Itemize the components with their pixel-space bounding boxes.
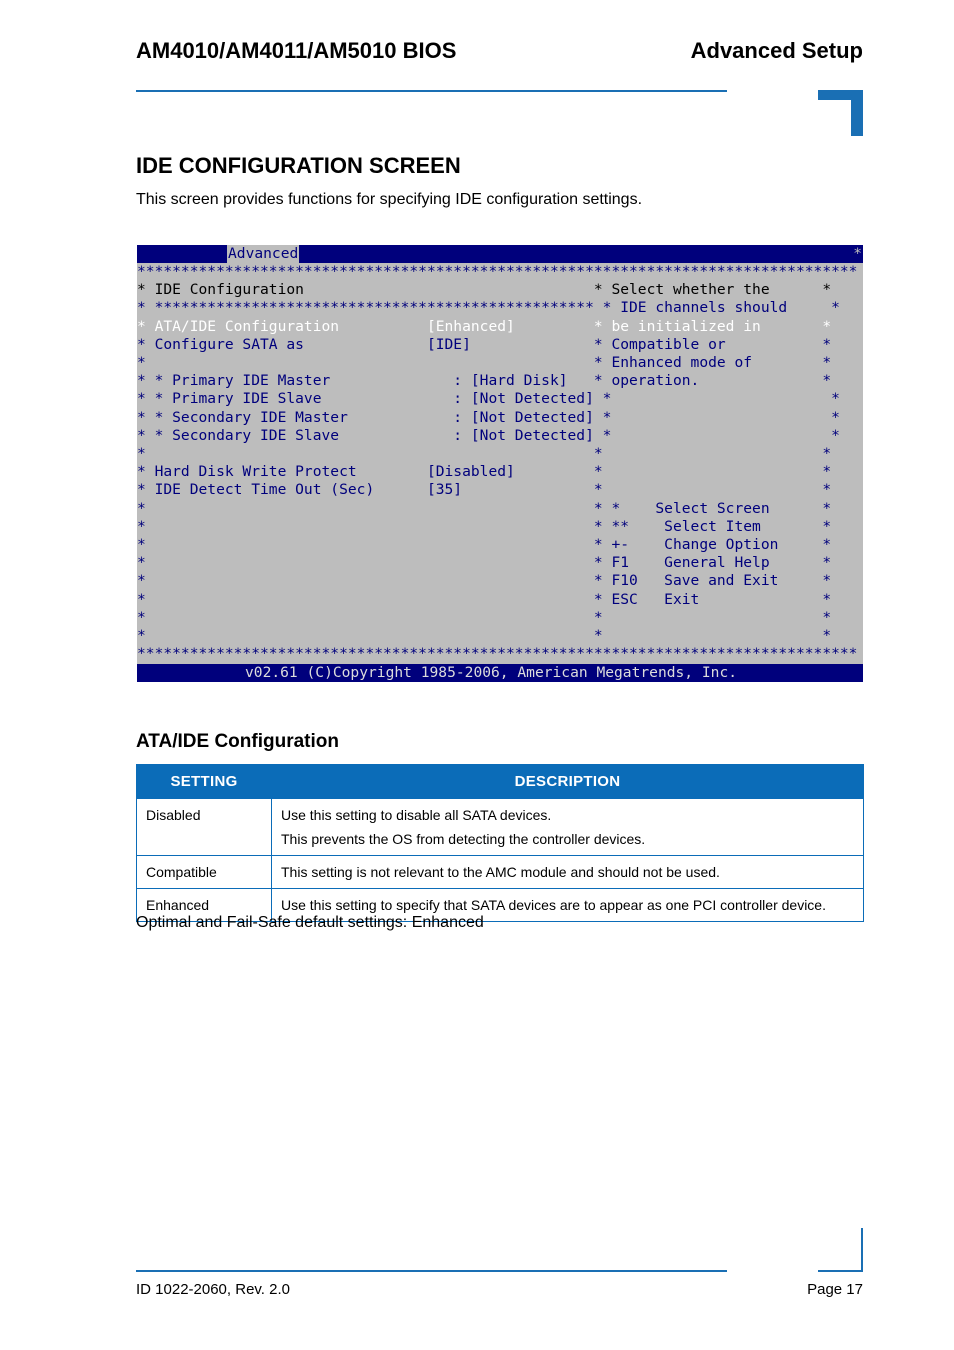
description-cell: This setting is not relevant to the AMC module and should not be used. bbox=[272, 856, 864, 889]
bios-line: * * Primary IDE Master : [Hard Disk] * operation. * bbox=[137, 372, 832, 390]
corner-mark-top-vertical bbox=[851, 90, 863, 136]
bios-line: * * F10 Save and Exit * bbox=[137, 572, 832, 590]
document-title: AM4010/AM4011/AM5010 BIOS bbox=[136, 38, 457, 63]
page-number: Page 17 bbox=[807, 1281, 863, 1298]
bios-line: * Configure SATA as [IDE] * Compatible or * bbox=[137, 335, 832, 353]
bios-line: * ATA/IDE Configuration [Enhanced] * be initialized in * bbox=[137, 317, 832, 335]
description-line: This prevents the OS from detecting the controller devices. bbox=[281, 831, 646, 847]
bios-line: * * Secondary IDE Slave : [Not Detected] * * bbox=[137, 426, 840, 444]
bios-copyright: v02.61 (C)Copyright 1985-2006, American Megatrends, Inc. bbox=[245, 664, 738, 681]
document-id: ID 1022-2060, Rev. 2.0 bbox=[136, 1281, 290, 1298]
table-header-row bbox=[137, 765, 864, 799]
bios-line: * * Primary IDE Slave : [Not Detected] * * bbox=[137, 390, 840, 408]
setting-cell: Compatible bbox=[137, 856, 272, 889]
bios-line: * * * Select Screen * bbox=[137, 499, 832, 517]
bios-line: * IDE Configuration * Select whether the * bbox=[137, 281, 832, 299]
chapter-title: Advanced Setup bbox=[690, 38, 863, 63]
section-title: IDE CONFIGURATION SCREEN bbox=[136, 153, 461, 178]
bios-screenshot bbox=[137, 245, 863, 682]
bios-line: ********************************************************************************** bbox=[137, 645, 858, 663]
bios-line: * ************************************************** * IDE channels should * bbox=[137, 299, 840, 317]
bios-menu-bar bbox=[137, 245, 863, 263]
settings-table bbox=[136, 764, 864, 922]
bios-line: * * * bbox=[137, 627, 832, 644]
bios-line: ********************************************************************************** bbox=[137, 263, 858, 280]
section-intro: This screen provides functions for specifying IDE configuration settings. bbox=[136, 191, 643, 208]
setting-cell: Disabled bbox=[137, 799, 272, 856]
bios-line: * * ESC Exit * bbox=[137, 590, 832, 608]
subsection-title: ATA/IDE Configuration bbox=[136, 731, 339, 752]
bios-line: * * ** Select Item * bbox=[137, 517, 832, 535]
bios-tab-advanced[interactable]: Advanced bbox=[228, 245, 299, 262]
table-row bbox=[137, 856, 864, 889]
bios-top-star: * bbox=[853, 245, 862, 262]
bios-line: * * Secondary IDE Master : [Not Detected] * * bbox=[137, 408, 840, 426]
table-row bbox=[137, 799, 864, 856]
header-rule bbox=[136, 90, 727, 92]
description-line: Use this setting to disable all SATA devices. bbox=[281, 807, 552, 823]
bios-line: * IDE Detect Time Out (Sec) [35] * * bbox=[137, 481, 832, 499]
bios-line: * * * bbox=[137, 608, 832, 626]
footer-rule bbox=[136, 1270, 727, 1272]
corner-mark-bottom bbox=[861, 1228, 863, 1272]
setting-cell: Enhanced bbox=[137, 889, 272, 922]
column-header-description: DESCRIPTION bbox=[272, 765, 864, 799]
description-cell bbox=[272, 799, 864, 856]
bios-status-bar bbox=[137, 664, 863, 682]
column-header-setting: SETTING bbox=[137, 765, 272, 799]
bios-line: * * Enhanced mode of * bbox=[137, 354, 832, 371]
bios-line: * * * bbox=[137, 445, 832, 462]
description-cell: Use this setting to specify that SATA devices are to appear as one PCI controller device. bbox=[272, 889, 864, 922]
bios-line: * * +- Change Option * bbox=[137, 536, 832, 553]
corner-mark-bottom-horizontal bbox=[818, 1270, 863, 1272]
default-settings-note: Optimal and Fail-Safe default settings: Enhanced bbox=[136, 914, 484, 931]
bios-line: * Hard Disk Write Protect [Disabled] * * bbox=[137, 463, 832, 481]
bios-line: * * F1 General Help * bbox=[137, 554, 832, 572]
